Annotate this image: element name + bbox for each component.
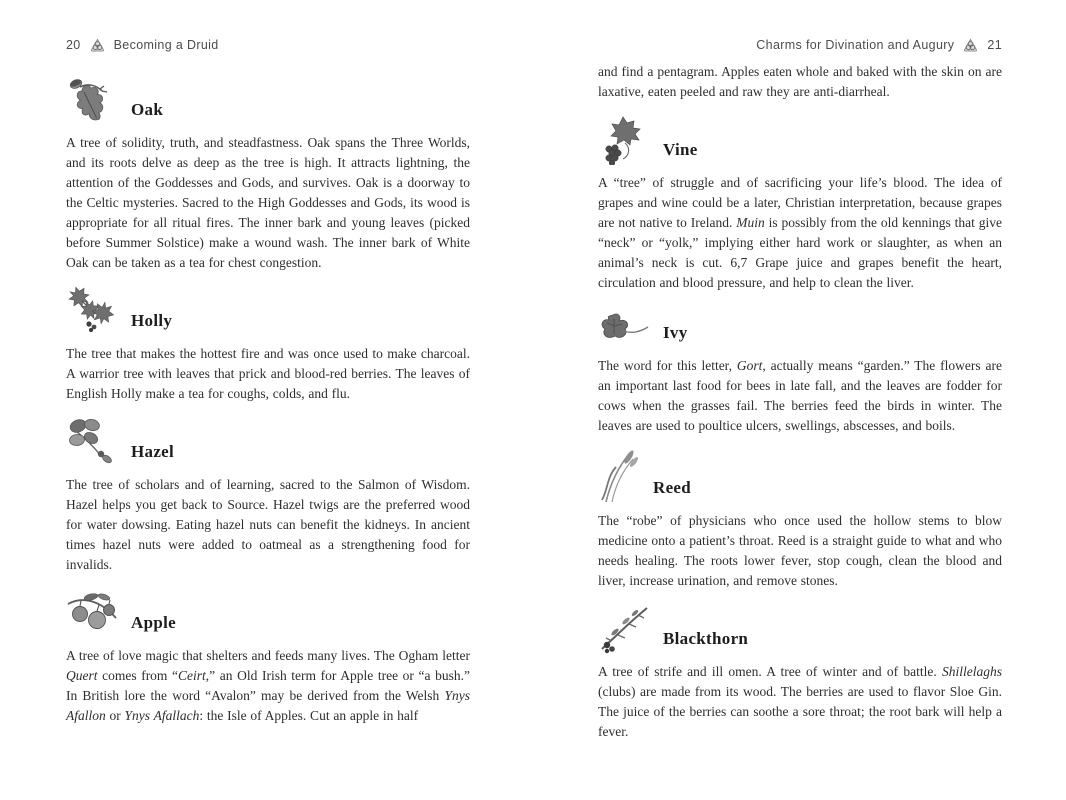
right-running-title: Charms for Divination and Augury [756, 38, 955, 52]
section-vine [598, 115, 1002, 293]
right-page [598, 36, 1002, 742]
vine-header-row [598, 115, 1002, 165]
ivy-header-row [598, 306, 1002, 348]
ivy-leaf-icon [598, 310, 650, 348]
section-apple [66, 588, 470, 726]
section-hazel [66, 417, 470, 575]
reed-stalks-icon [598, 449, 640, 503]
apple-heading: Apple [131, 613, 176, 632]
section-blackthorn [598, 604, 1002, 742]
vine-heading: Vine [663, 140, 698, 159]
left-page [66, 36, 470, 726]
holly-paragraph: The tree that makes the hottest fire and was once used to make charcoal. A warrior tree with leaves that prick and blood-red berries. The leaves of English Holly make a tea for coughs, colds, and flu. [66, 346, 470, 401]
section-reed [598, 449, 1002, 591]
hazel-paragraph: The tree of scholars and of learning, sacred to the Salmon of Wisdom. Hazel helps you get back to Source. Hazel twigs are the preferred wood for water dowsing. Eating hazel nuts can benefit the kidneys. In ancient times hazel nuts were added to oatmeal as a strengthening food for invalids. [66, 477, 470, 572]
reed-paragraph: The “robe” of physicians who once used the hollow stems to blow medicine onto a patient’s throat. Reed is a straight guide to what and who needs healing. The roots lower fever, stop cough, clean the blood and liver, increase urination, and remove stones. [598, 513, 1002, 588]
oak-heading: Oak [131, 100, 164, 119]
section-ivy [598, 306, 1002, 436]
holly-sprig-icon [66, 286, 118, 336]
blackthorn-branch-icon [598, 604, 650, 654]
triquetra-icon [90, 38, 105, 53]
section-oak [66, 75, 470, 273]
right-page-number: 21 [987, 38, 1002, 52]
ivy-paragraph: The word for this letter, Gort, actually means “garden.” The flowers are an important last food for bees in late fall, and the leaves are fodder for cows when the grasses fail. The berries feed the birds in winter. The leaves are used to poultice ulcers, swellings, abscesses, and boils. [598, 358, 1003, 433]
oak-paragraph: A tree of solidity, truth, and steadfastness. Oak spans the Three Worlds, and its roots delve as deep as the tree is high. It attracts lightning, the attention of the Goddesses and Gods, and survives. Oak is a doorway to the Celtic mysteries. Sacred to the High Goddesses and Gods, its wood is appropriate for all ritual fires. The inner bark and young leaves (picked before Summer Solstice) make a wound wash. The inner bark of White Oak can be taken as a tea for chest congestion. [66, 135, 470, 270]
apple-branch-icon [66, 588, 118, 638]
apple-paragraph-continuation: and find a pentagram. Apples eaten whole and baked with the skin on are laxative, eaten peeled and raw they are anti-diarrheal. [598, 64, 1002, 99]
reed-heading: Reed [653, 478, 692, 497]
left-page-number: 20 [66, 38, 81, 52]
ivy-heading: Ivy [663, 323, 688, 342]
oak-header-row [66, 75, 470, 125]
holly-header-row [66, 286, 470, 336]
grape-vine-icon [598, 115, 650, 165]
blackthorn-heading: Blackthorn [663, 629, 749, 648]
hazel-leaves-icon [66, 417, 118, 467]
hazel-heading: Hazel [131, 442, 175, 461]
apple-paragraph: A tree of love magic that shelters and feeds many lives. The Ogham letter Quert comes from “Ceirt,” an Old Irish term for Apple tree or “a bush.” In British lore the word “Avalon” may be derived from the Welsh Ynys Afallon or Ynys Afallach: the Isle of Apples. Cut an apple in half [66, 648, 470, 723]
triquetra-icon [963, 38, 978, 53]
apple-header-row [66, 588, 470, 638]
left-running-title: Becoming a Druid [113, 38, 219, 52]
blackthorn-paragraph: A tree of strife and ill omen. A tree of winter and of battle. Shillelaghs (clubs) are made from its wood. The berries are used to flavor Sloe Gin. The juice of the berries can soothe a sore throat; the root bark will help a fever. [598, 664, 1002, 739]
oak-sprig-with-acorn-icon [66, 75, 118, 125]
vine-paragraph: A “tree” of struggle and of sacrificing your life’s blood. The idea of grapes and wine could be a later, Christian interpretation, because grapes are not native to Ireland. Muin is possibly from the old kennings that give “neck” or “yolk,” implying either hard work or slaughter, as when an animal’s neck is cut. 6,7 Grape juice and grapes benefit the heart, circulation and blood pressure, and help to clean the liver. [598, 175, 1002, 290]
blackthorn-header-row [598, 604, 1002, 654]
section-holly [66, 286, 470, 404]
hazel-header-row [66, 417, 470, 467]
left-running-head [66, 36, 470, 54]
holly-heading: Holly [131, 311, 173, 330]
reed-header-row [598, 449, 1002, 503]
right-running-head [598, 36, 1002, 54]
